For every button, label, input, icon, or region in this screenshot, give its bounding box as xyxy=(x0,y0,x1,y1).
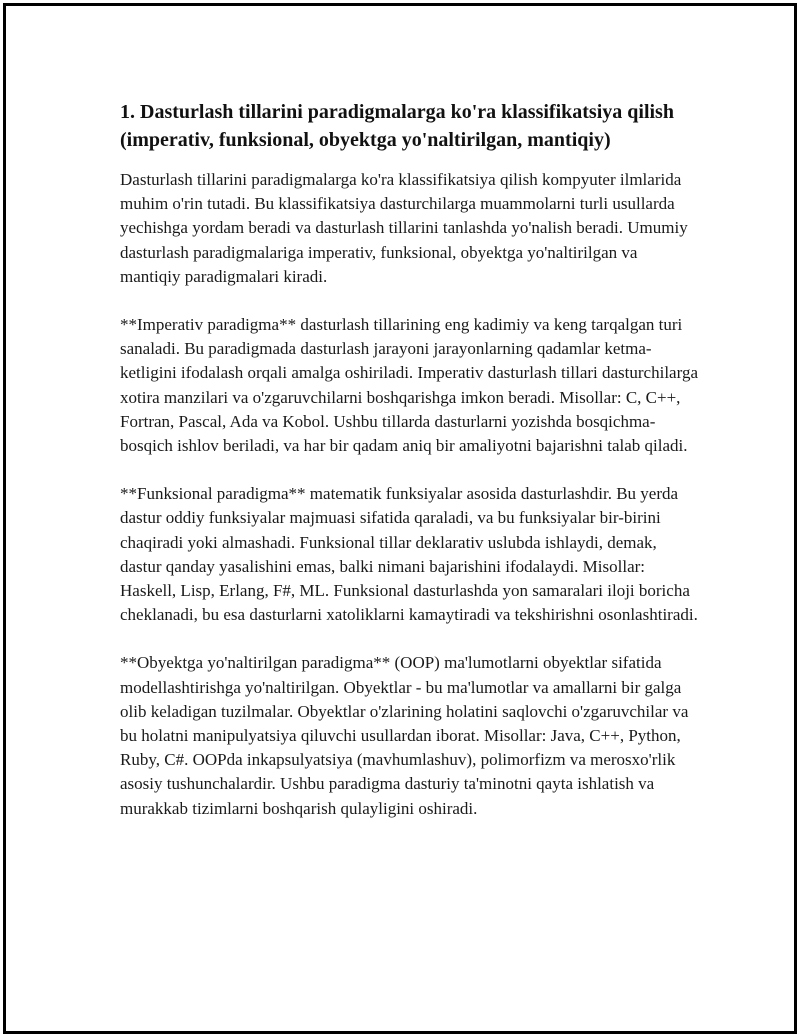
page-frame xyxy=(3,3,797,1034)
paragraph-functional: **Funksional paradigma** matematik funksiyalar asosida dasturlashdir. Bu yerda dastur oddiy funksiyalar majmuasi sifatida qaraladi, va bu funksiyalar bir-birini chaqiradi yoki almashadi. Funksional tillar deklarativ uslubda ishlaydi, demak, dastur qanday yasalishini emas, balki nimani bajarishini ifodalaydi. Misollar: Haskell, Lisp, Erlang, F#, ML. Funksional dasturlashda yon samaralari iloji boricha cheklanadi, bu esa dasturlarni xatoliklarni kamaytiradi va tekshirishni osonlashtiradi. xyxy=(120,484,698,625)
section-heading: 1. Dasturlash tillarini paradigmalarga ko'ra klassifikatsiya qilish (imperativ, funksional, obyektga yo'naltirilgan, mantiqiy) xyxy=(120,101,674,151)
paragraph-intro: Dasturlash tillarini paradigmalarga ko'ra klassifikatsiya qilish kompyuter ilmlarida muhim o'rin tutadi. Bu klassifikatsiya dasturchilarga muammolarni turli usullarda yechishga yordam beradi va dasturlash tillarini tanlashda yo'nalish beradi. Umumiy dasturlash paradigmalariga imperativ, funksional, obyektga yo'naltirilgan va mantiqiy paradigmalari kiradi. xyxy=(120,170,688,286)
paragraph-imperative: **Imperativ paradigma** dasturlash tillarining eng kadimiy va keng tarqalgan turi sanaladi. Bu paradigmada dasturlash jarayoni jarayonlarning qadamlar ketma-ketligini ifodalash orqali amalga oshiriladi. Imperativ dasturlash tillari dasturchilarga xotira manzilari va o'zgaruvchilarni boshqarishga imkon beradi. Misollar: C, C++, Fortran, Pascal, Ada va Kobol. Ushbu tillarda dasturlarni yozishda bosqichma-bosqich ishlov beriladi, va har bir qadam aniq bir amaliyotni bajarishni talab qiladi. xyxy=(120,315,698,456)
document-content xyxy=(120,98,700,845)
paragraph-oop: **Obyektga yo'naltirilgan paradigma** (OOP) ma'lumotlarni obyektlar sifatida modellashtirishga yo'naltirilgan. Obyektlar - bu ma'lumotlar va amallarni bir galga olib keladigan tuzilmalar. Obyektlar o'zlarining holatini saqlovchi o'zgaruvchilar va bu holatni manipulyatsiya qiluvchi usullardan iborat. Misollar: Java, C++, Python, Ruby, C#. OOPda inkapsulyatsiya (mavhumlashuv), polimorfizm va merosxo'rlik asosiy tushunchalardir. Ushbu paradigma dasturiy ta'minotni qayta ishlatish va murakkab tizimlarni boshqarish qulayligini oshiradi. xyxy=(120,653,689,818)
